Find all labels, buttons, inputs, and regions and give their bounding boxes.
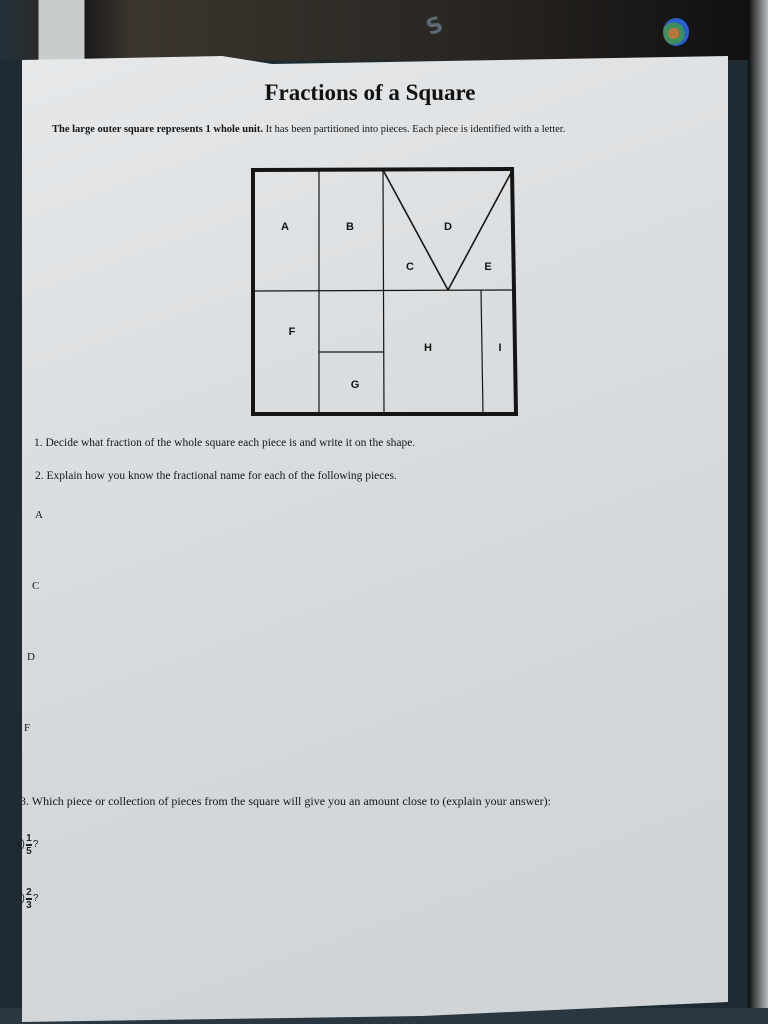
close-to-b [16, 888, 38, 910]
fraction-two-thirds [26, 888, 32, 910]
explain-piece-c: C [32, 580, 40, 592]
globe-sticker-icon [663, 18, 689, 46]
question-1-text: Decide what fraction of the whole square each piece is and write it on the shape. [45, 437, 416, 449]
explain-piece-f: F [24, 722, 31, 734]
close-to-a-suffix: ? [32, 839, 39, 851]
intro-rest: It has been partitioned into pieces. Each piece is identified with a letter. [262, 124, 566, 135]
piece-label-c: C [406, 261, 414, 273]
close-to-a-label: a) [16, 839, 25, 851]
explain-piece-a: A [35, 509, 43, 521]
fraction-square-diagram [250, 167, 520, 424]
piece-label-i: I [498, 342, 502, 354]
question-2-text: Explain how you know the fractional name for each of the following pieces. [46, 470, 397, 482]
piece-label-b: B [346, 221, 354, 233]
denominator: 5 [26, 845, 32, 857]
question-3 [20, 794, 551, 809]
question-1-number: 1. [34, 437, 43, 449]
worksheet-title: Fractions of a Square [264, 80, 476, 105]
piece-label-h: H [424, 342, 432, 354]
piece-label-a: A [281, 221, 289, 233]
question-2-number: 2. [35, 470, 44, 482]
denominator: 3 [26, 899, 32, 911]
piece-label-e: E [484, 261, 492, 273]
question-1 [34, 437, 415, 449]
question-2 [35, 470, 397, 482]
explain-piece-d: D [27, 651, 35, 663]
piece-label-f: F [288, 326, 296, 338]
close-to-a [16, 834, 38, 856]
intro-bold: The large outer square represents 1 whole unit. [52, 124, 263, 135]
close-to-b-suffix: ? [32, 893, 39, 905]
question-3-number: 3. [20, 794, 29, 808]
piece-label-g: G [350, 379, 360, 391]
background-desk [0, 0, 768, 60]
intro-text [52, 123, 692, 137]
question-3-text: Which piece or collection of pieces from the square will give you an amount close to (explain your answer): [31, 794, 551, 808]
background-edge [748, 0, 768, 1024]
piece-label-d: D [444, 221, 452, 233]
numerator: 1 [26, 833, 32, 844]
close-to-b-label: b) [16, 893, 25, 905]
fraction-one-fifth [26, 834, 32, 856]
numerator: 2 [26, 887, 32, 898]
brand-logo-icon: S [423, 12, 447, 41]
